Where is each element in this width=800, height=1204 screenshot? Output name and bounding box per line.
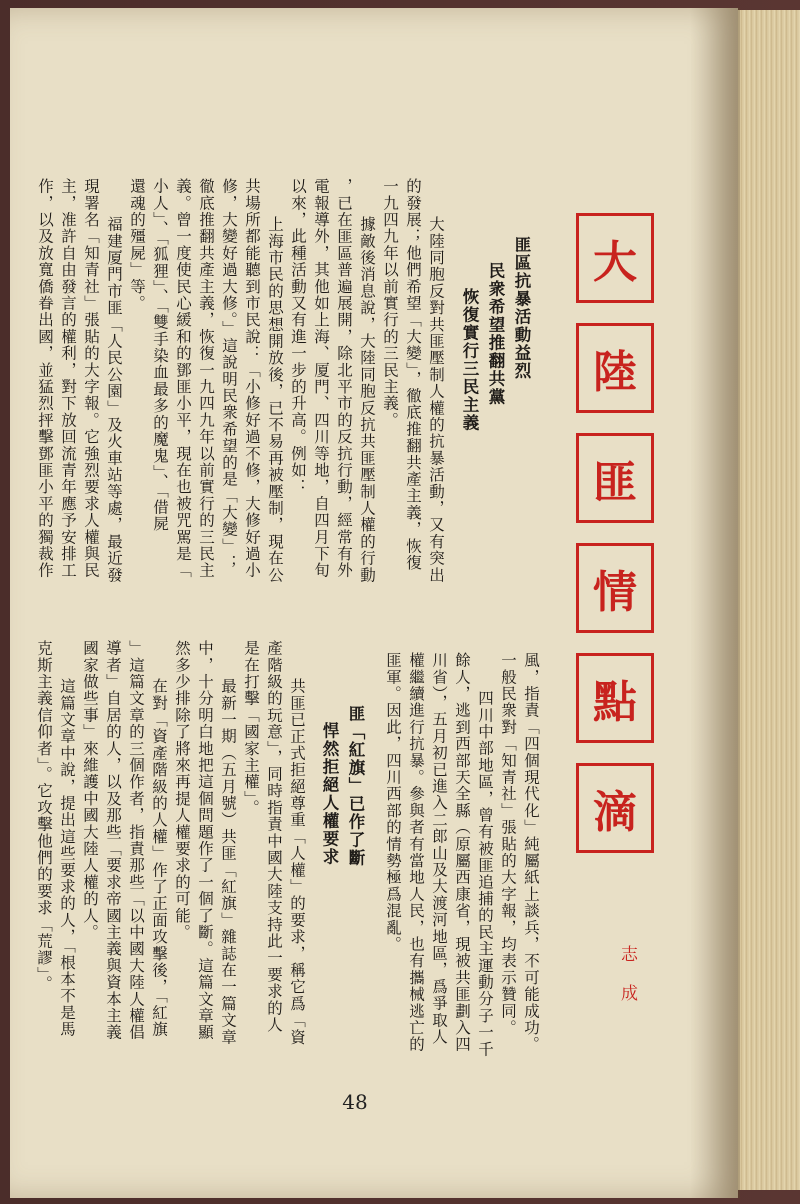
- spine-shadow: [690, 8, 740, 1198]
- section2-column: 川省），五月初已進入二郎山及大渡河地區，爲爭取人: [430, 652, 448, 1046]
- section1-column: 大陸同胞反對共匪壓制人權的抗暴活動，又有突出: [427, 216, 445, 584]
- section3-column: 最新一期（五月號）共匪「紅旗」雜誌在一篇文章: [219, 678, 237, 1046]
- section1-column: 義。曾一度使民心緩和的鄧匪小平，現在也被咒駡是「: [174, 178, 192, 579]
- section2-column: 餘人，逃到西部天全縣（原屬西康省，現被共匪劃入四: [453, 652, 471, 1053]
- section1-column: 小人」、「狐狸」、「雙手染血最多的魔鬼」、「借屍: [151, 178, 169, 533]
- section1-heading-main: 匪區抗暴活動益烈: [512, 236, 531, 380]
- section3-column: 克斯主義信仰者」。它攻擊他們的要求「荒謬」。: [35, 640, 53, 992]
- title-char-box: [576, 653, 654, 743]
- title-char-box: [576, 433, 654, 523]
- section3-column: 導者」自居的人，以及那些「要求帝國主義與資本主義: [104, 640, 122, 1041]
- title-char: 大: [593, 237, 637, 288]
- section3-heading-main: 匪「紅旗」已作了斷: [346, 705, 365, 867]
- title-char-box: [576, 763, 654, 853]
- section2-column: 四川中部地區，曾有被匪追捕的民主運動分子一千: [476, 690, 494, 1058]
- section3-heading-sub: 悍然拒絕人權要求: [320, 722, 339, 866]
- section1-column: 電報導外，其他如上海、厦門、四川等地，自四月下旬: [312, 178, 330, 579]
- page-stack-edges: [738, 10, 800, 1190]
- section1-column: 據敵後消息說，大陸同胞反抗共匪壓制人權的行動: [358, 216, 376, 584]
- section1-column: ，已在匪區普遍展開，除北平市的反抗行動，經常有外: [335, 178, 353, 579]
- section1-column: 主，准許自由發言的權利，對下放回流青年應予安排工: [59, 178, 77, 579]
- title-char-box: [576, 543, 654, 633]
- section1-column: 修，大變好過大修。」這說明民衆希望的是「大變」；: [220, 178, 238, 572]
- author-name: 志成: [617, 945, 637, 1023]
- section3-column: 」這篇文章的三個作者，指責那些「以中國大陸人權倡: [127, 640, 145, 1041]
- section1-column: 福建厦門市匪「人民公園」及火車站等處，最近發: [105, 216, 123, 584]
- section2-column: 一般民衆對「知青社」張貼的大字報，均表示贊同。: [499, 652, 517, 1037]
- section1-column: 徹底推翻共產主義，恢復一九四九年以前實行的三民主: [197, 178, 215, 579]
- section1-column: 的發展；他們希望「大變」，徹底推翻共產主義，恢復: [404, 178, 422, 572]
- page-number: 48: [342, 1090, 368, 1114]
- section1-column: 上海市民的思想開放後，已不易再被壓制，現在公: [266, 216, 284, 584]
- section1-column: 共場所都能聽到市民說：「小修好過不修，大修好過小: [243, 178, 261, 579]
- section3-column: 共匪已正式拒絕尊重「人權」的要求，稱它爲「資: [288, 678, 306, 1046]
- section1-heading-sub2: 恢復實行三民主義: [460, 288, 479, 432]
- section1-column: 還魂的殭屍」等。: [128, 178, 146, 312]
- title-char: 匪: [593, 457, 637, 508]
- section3-column: 是在打擊「國家主權」。: [242, 640, 260, 816]
- section1-column: 以來，此種活動又有進一步的升高。例如：: [289, 178, 307, 496]
- title-char: 情: [593, 567, 637, 618]
- section1-column: 一九四九年以前實行的三民主義。: [381, 178, 399, 429]
- section3-column: 中，十分明白地把這個問題作了一個了斷。這篇文章顯: [196, 640, 214, 1041]
- section1-heading-sub1: 民衆希望推翻共黨: [486, 262, 505, 406]
- section3-column: 這篇文章中說，提出這些要求的人，「根本不是馬: [58, 678, 76, 1038]
- section2-column: 風，指責「四個現代化」純屬紙上談兵，不可能成功。: [522, 652, 540, 1053]
- section2-column: 權繼續進行抗暴。參與者有當地人民，也有攜械逃亡的: [407, 652, 425, 1053]
- title-char: 滴: [593, 787, 637, 838]
- title-char: 陸: [593, 347, 637, 398]
- title-char-box: [576, 323, 654, 413]
- section3-column: 產階級的玩意」，同時指責中國大陸支持此一要求的人: [265, 640, 283, 1034]
- title-char: 點: [593, 677, 637, 728]
- section3-column: 在對「資產階級的人權」作了正面攻擊後，「紅旗: [150, 678, 168, 1038]
- section3-column: 國家做些事」來維護中國大陸人權的人。: [81, 640, 99, 941]
- section1-column: 現署名「知青社」張貼的大字報。它強烈要求人權與民: [82, 178, 100, 579]
- section2-column: 匪軍。因此，四川西部的情勢極爲混亂。: [384, 652, 402, 953]
- section3-column: 然多少排除了將來再提人權要求的可能。: [173, 640, 191, 941]
- section1-column: 作，以及放寬僑眷出國，並猛烈抨擊鄧匪小平的獨裁作: [36, 178, 54, 579]
- title-char-box: [576, 213, 654, 303]
